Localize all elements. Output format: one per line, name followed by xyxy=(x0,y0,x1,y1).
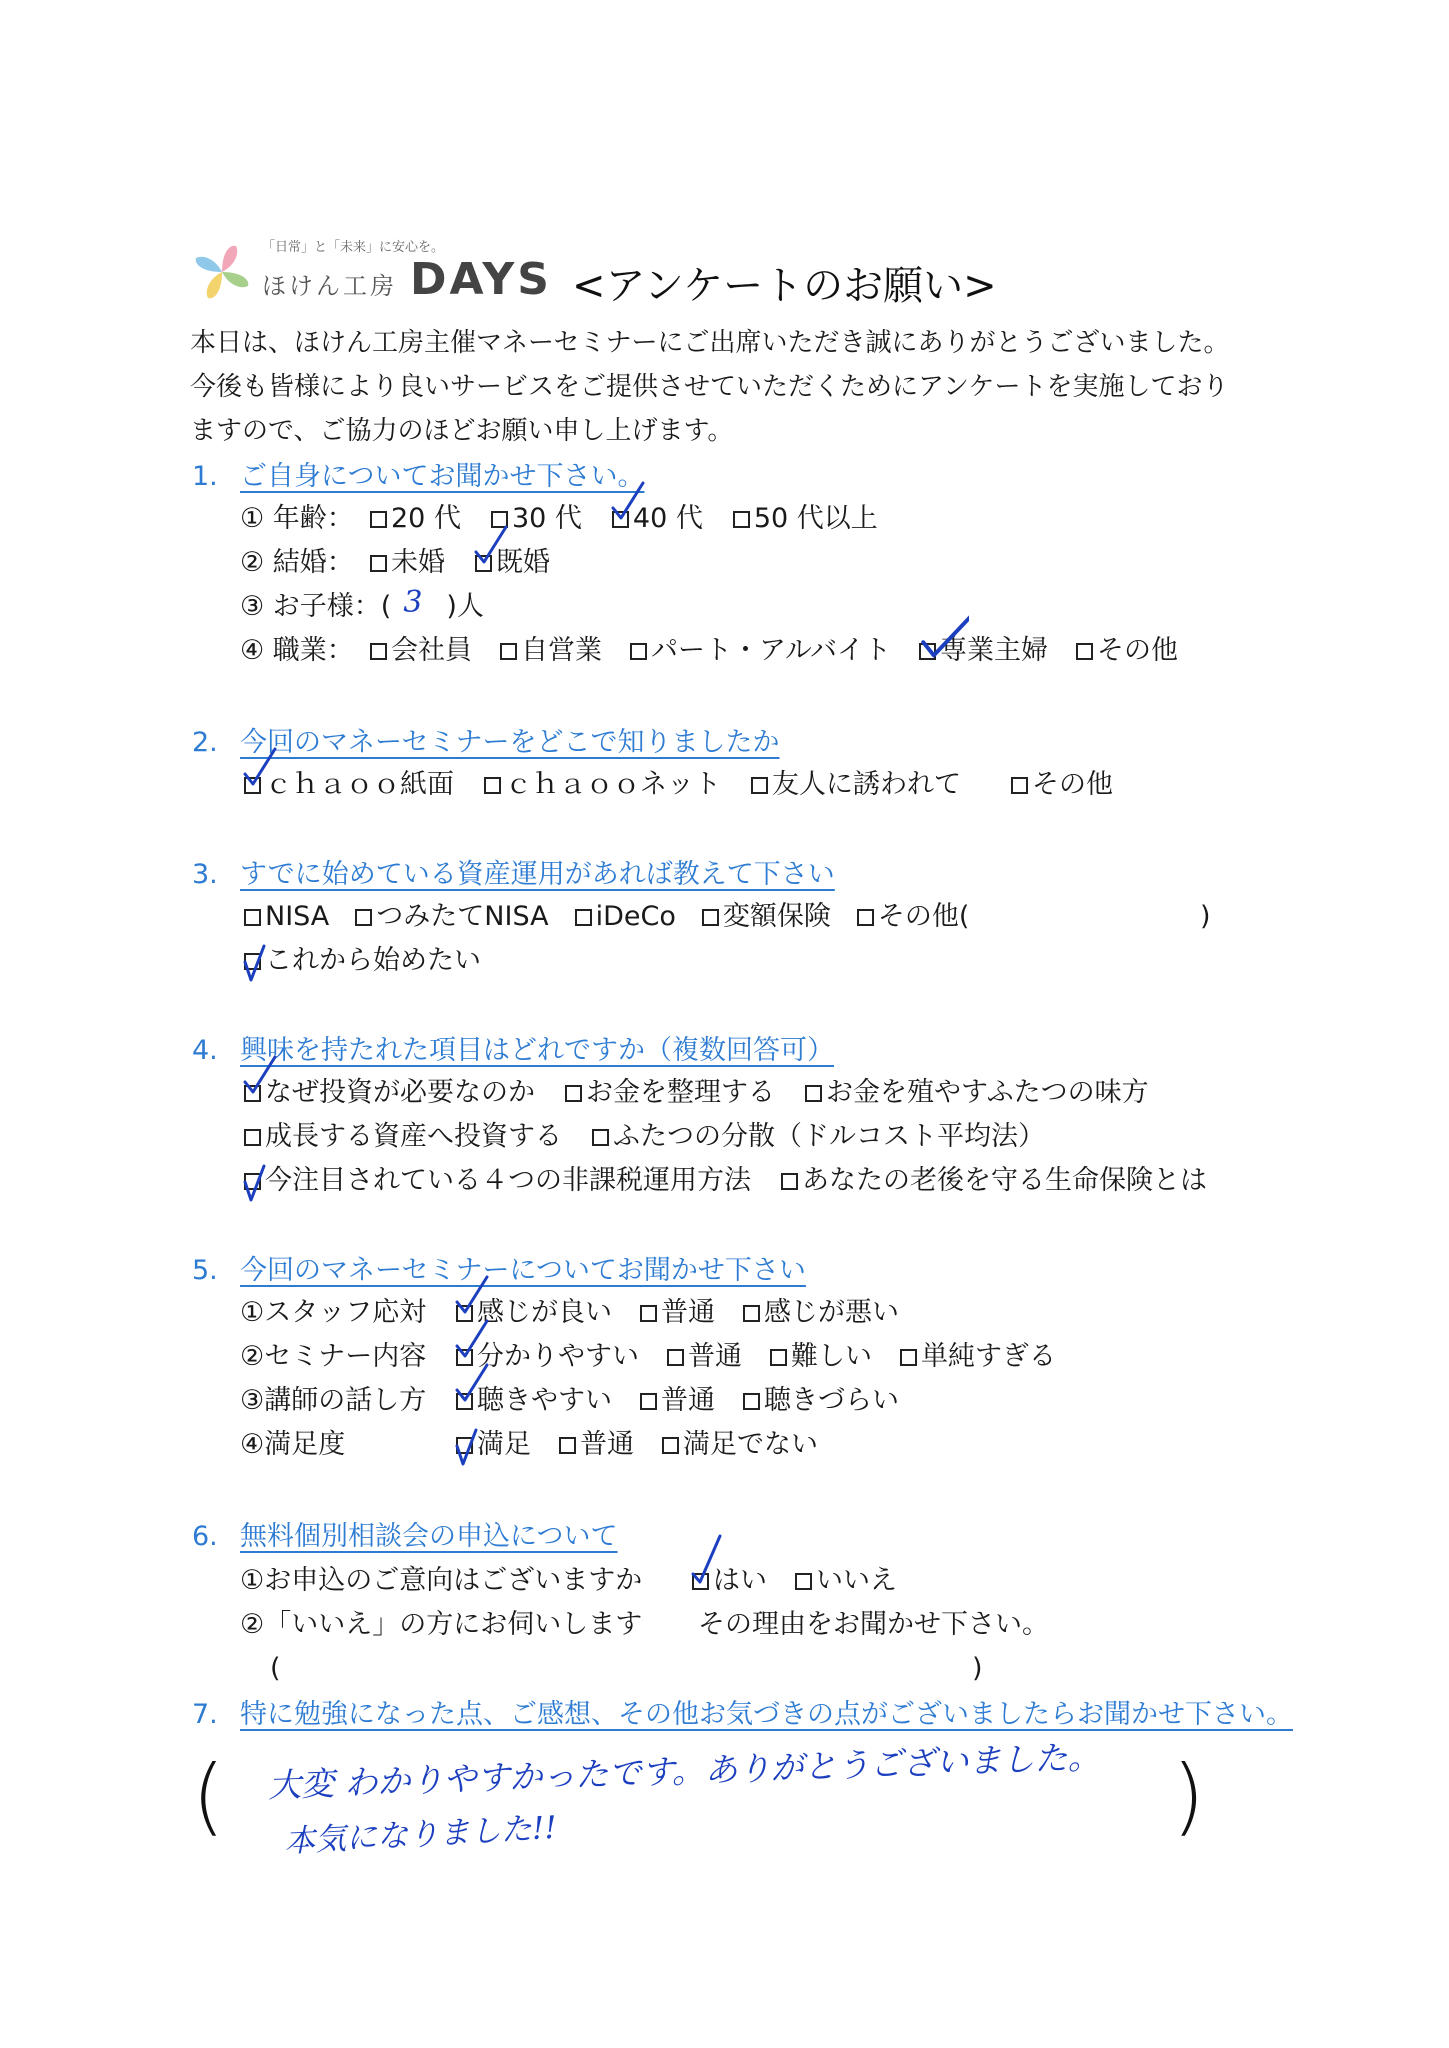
satisfied-label: 満足 xyxy=(477,1429,531,1460)
section-3-heading xyxy=(192,858,835,892)
variable-insurance-checkbox[interactable] xyxy=(702,900,831,934)
speaker-normal-checkbox[interactable] xyxy=(640,1384,715,1418)
checkbox-box xyxy=(612,511,629,528)
rating-row-speaker xyxy=(240,1384,899,1418)
staff-bad-label: 感じが悪い xyxy=(764,1297,899,1328)
checkbox-box xyxy=(244,777,261,794)
section-7-heading xyxy=(192,1698,1293,1732)
source-other-label: その他 xyxy=(1032,769,1113,800)
rating-speaker-label: ③講師の話し方 xyxy=(240,1385,427,1416)
investment-other-close-paren: ) xyxy=(1200,901,1211,932)
section-3-title: すでに始めている資産運用があれば教えて下さい xyxy=(240,859,835,890)
growth-assets-checkbox[interactable] xyxy=(244,1120,562,1154)
section-6-title: 無料個別相談会の申込について xyxy=(240,1521,618,1552)
age-20-label: 20 代 xyxy=(391,503,461,534)
logo-days: DAYS xyxy=(410,254,552,305)
checkbox-box xyxy=(456,1305,473,1322)
checkbox-box xyxy=(370,511,387,528)
start-row xyxy=(244,944,481,978)
job-self-employed-checkbox[interactable] xyxy=(500,634,602,668)
section-5-title: 今回のマネーセミナーについてお聞かせ下さい xyxy=(240,1255,806,1286)
checkbox-box xyxy=(370,643,387,660)
staff-good-label: 感じが良い xyxy=(477,1297,612,1328)
content-clear-checkbox[interactable] xyxy=(456,1340,639,1374)
nisa-checkbox[interactable] xyxy=(244,900,329,934)
checkbox-box xyxy=(456,1393,473,1410)
job-part-time-checkbox[interactable] xyxy=(630,634,891,668)
rating-staff-label: ①スタッフ応対 xyxy=(240,1297,427,1328)
consultation-yes-checkbox[interactable] xyxy=(692,1564,767,1598)
children-row xyxy=(240,585,484,624)
variable-insurance-label: 変額保険 xyxy=(722,901,831,932)
content-normal-label: 普通 xyxy=(688,1341,742,1372)
checkbox-box xyxy=(781,1173,798,1190)
reason-open-paren: ( xyxy=(270,1653,281,1684)
comment-handwritten-line-2: 本気になりました!! xyxy=(283,1809,558,1860)
tsumitate-nisa-checkbox[interactable] xyxy=(355,900,548,934)
children-label: ③ お子様：( xyxy=(240,591,392,622)
speaker-hard-checkbox[interactable] xyxy=(743,1384,899,1418)
satisfied-checkbox[interactable] xyxy=(456,1428,531,1462)
tax-free-methods-checkbox[interactable] xyxy=(244,1164,751,1198)
section-1-heading xyxy=(192,460,644,494)
satisfaction-normal-label: 普通 xyxy=(580,1429,634,1460)
source-row xyxy=(244,768,1113,802)
job-housewife-label: 専業主婦 xyxy=(940,635,1049,666)
job-employee-checkbox[interactable] xyxy=(370,634,472,668)
age-row xyxy=(240,502,878,536)
section-5-number: 5. xyxy=(192,1255,218,1286)
investment-other-checkbox[interactable] xyxy=(857,900,970,934)
job-part-time-label: パート・アルバイト xyxy=(651,635,892,666)
staff-bad-checkbox[interactable] xyxy=(743,1296,899,1330)
diversification-label: ふたつの分散（ドルコスト平均法） xyxy=(613,1121,1045,1152)
speaker-normal-label: 普通 xyxy=(661,1385,715,1416)
tax-free-methods-label: 今注目されている４つの非課税運用方法 xyxy=(265,1165,751,1196)
ideco-label: iDeCo xyxy=(595,901,676,932)
age-50-checkbox[interactable] xyxy=(733,502,878,536)
checkbox-box xyxy=(456,1437,473,1454)
checkbox-box xyxy=(475,555,492,572)
staff-normal-checkbox[interactable] xyxy=(640,1296,715,1330)
checkbox-box xyxy=(743,1305,760,1322)
speaker-easy-label: 聴きやすい xyxy=(477,1385,612,1416)
reason-close-paren: ) xyxy=(972,1653,983,1684)
not-satisfied-label: 満足でない xyxy=(683,1429,818,1460)
checkbox-box xyxy=(640,1305,657,1322)
interest-row-1 xyxy=(244,1076,1149,1110)
source-net-checkbox[interactable] xyxy=(484,768,721,802)
comment-close-paren: ) xyxy=(1172,1747,1205,1845)
checkbox-box xyxy=(244,953,261,970)
section-3-number: 3. xyxy=(192,859,218,890)
consultation-q1-row xyxy=(240,1564,897,1598)
job-label: ④ 職業： xyxy=(240,635,354,666)
comment-handwritten-line-1: 大変 わかりやすかったです。ありがとうございました。 xyxy=(267,1736,1102,1805)
checkbox-box xyxy=(244,1173,261,1190)
checkbox-box xyxy=(1011,777,1028,794)
source-paper-checkbox[interactable] xyxy=(244,768,454,802)
checkbox-box xyxy=(355,909,372,926)
investment-other-label: その他( xyxy=(877,901,970,932)
tsumitate-nisa-label: つみたてNISA xyxy=(376,901,549,932)
rating-row-staff xyxy=(240,1296,899,1330)
page-title: <アンケートのお願い> xyxy=(572,263,997,309)
comment-open-paren: ( xyxy=(192,1747,225,1845)
age-label: ① 年齢： xyxy=(240,503,354,534)
marriage-label: ② 結婚： xyxy=(240,547,354,578)
checkbox-box xyxy=(640,1393,657,1410)
checkbox-box xyxy=(370,555,387,572)
checkbox-box xyxy=(900,1349,917,1366)
growth-assets-label: 成長する資産へ投資する xyxy=(265,1121,562,1152)
grow-money-label: お金を殖やすふたつの味方 xyxy=(826,1077,1149,1108)
checkbox-box xyxy=(692,1573,709,1590)
checkbox-box xyxy=(592,1129,609,1146)
content-too-simple-checkbox[interactable] xyxy=(900,1340,1056,1374)
job-housewife-checkbox[interactable] xyxy=(919,634,1048,668)
source-other-checkbox[interactable] xyxy=(1011,768,1113,802)
section-2-number: 2. xyxy=(192,727,218,758)
children-count-handwritten: 3 xyxy=(403,585,423,620)
consultation-q2-label: ②「いいえ」の方にお伺いします xyxy=(240,1609,643,1640)
age-30-checkbox[interactable] xyxy=(491,502,582,536)
checkbox-box xyxy=(919,643,936,660)
age-50-label: 50 代以上 xyxy=(753,503,878,534)
section-2-title: 今回のマネーセミナーをどこで知りましたか xyxy=(240,727,780,758)
section-7-number: 7. xyxy=(192,1699,218,1730)
source-friend-label: 友人に誘われて xyxy=(772,769,961,800)
consultation-no-checkbox[interactable] xyxy=(795,1564,897,1598)
job-employee-label: 会社員 xyxy=(391,635,472,666)
section-1-number: 1. xyxy=(192,461,218,492)
consultation-no-label: いいえ xyxy=(816,1565,897,1596)
source-paper-label: ｃｈａｏｏ紙面 xyxy=(265,769,454,800)
speaker-easy-checkbox[interactable] xyxy=(456,1384,612,1418)
staff-normal-label: 普通 xyxy=(661,1297,715,1328)
logo-name: ほけん工房 xyxy=(262,272,397,300)
speaker-hard-label: 聴きづらい xyxy=(764,1385,899,1416)
job-other-checkbox[interactable] xyxy=(1076,634,1178,668)
age-20-checkbox[interactable] xyxy=(370,502,461,536)
section-2-heading xyxy=(192,726,779,760)
consultation-q2-hint: その理由をお聞かせ下さい。 xyxy=(698,1609,1049,1640)
married-checkbox[interactable] xyxy=(475,546,550,580)
checkbox-box xyxy=(244,1085,261,1102)
not-satisfied-checkbox[interactable] xyxy=(662,1428,818,1462)
checkbox-box xyxy=(770,1349,787,1366)
investment-row xyxy=(244,900,969,934)
rating-row-satisfaction xyxy=(240,1428,818,1462)
intro-line-3: ますので、ご協力のほどお願い申し上げます。 xyxy=(190,416,734,446)
diversification-checkbox[interactable] xyxy=(592,1120,1045,1154)
intro-line-1: 本日は、ほけん工房主催マネーセミナーにご出席いただき誠にありがとうございました。 xyxy=(190,328,1230,358)
checkbox-box xyxy=(733,511,750,528)
unmarried-label: 未婚 xyxy=(391,547,445,578)
checkbox-box xyxy=(667,1349,684,1366)
checkbox-box xyxy=(484,777,501,794)
content-clear-label: 分かりやすい xyxy=(477,1341,639,1372)
section-4-title: 興味を持たれた項目はどれですか（複数回答可） xyxy=(240,1035,834,1066)
section-6-number: 6. xyxy=(192,1521,218,1552)
checkbox-box xyxy=(630,643,647,660)
life-insurance-checkbox[interactable] xyxy=(781,1164,1207,1198)
checkbox-box xyxy=(743,1393,760,1410)
checkbox-box xyxy=(491,511,508,528)
rating-content-label: ②セミナー内容 xyxy=(240,1341,427,1372)
age-40-checkbox[interactable] xyxy=(612,502,703,536)
grow-money-checkbox[interactable] xyxy=(805,1076,1149,1110)
checkbox-box xyxy=(702,909,719,926)
organize-money-checkbox[interactable] xyxy=(565,1076,775,1110)
consultation-q1-label: ①お申込のご意向はございますか xyxy=(240,1565,643,1596)
why-invest-checkbox[interactable] xyxy=(244,1076,535,1110)
checkbox-box xyxy=(565,1085,582,1102)
rating-satisfaction-label: ④満足度 xyxy=(240,1429,346,1460)
job-other-label: その他 xyxy=(1097,635,1179,666)
section-7-title: 特に勉強になった点、ご感想、その他お気づきの点がございましたらお聞かせ下さい。 xyxy=(240,1699,1293,1730)
checkbox-box xyxy=(795,1573,812,1590)
checkbox-box xyxy=(456,1349,473,1366)
interest-row-2 xyxy=(244,1120,1045,1154)
age-30-label: 30 代 xyxy=(511,503,582,534)
consultation-yes-label: はい xyxy=(713,1565,767,1596)
marriage-row xyxy=(240,546,550,580)
checkbox-box xyxy=(1076,643,1093,660)
interest-row-3 xyxy=(244,1164,1207,1198)
staff-good-checkbox[interactable] xyxy=(456,1296,612,1330)
section-4-heading xyxy=(192,1034,834,1068)
checkbox-box xyxy=(751,777,768,794)
content-normal-checkbox[interactable] xyxy=(667,1340,742,1374)
intro-line-2: 今後も皆様により良いサービスをご提供させていただくためにアンケートを実施しており xyxy=(190,372,1229,402)
job-self-employed-label: 自営業 xyxy=(521,635,602,666)
section-6-heading xyxy=(192,1520,617,1554)
checkbox-box xyxy=(575,909,592,926)
life-insurance-label: あなたの老後を守る生命保険とは xyxy=(802,1165,1207,1196)
checkbox-box xyxy=(244,1129,261,1146)
logo-tagline: 「日常」と「未来」に安心を。 xyxy=(262,240,445,255)
section-4-number: 4. xyxy=(192,1035,218,1066)
start-from-now-label: これから始めたい xyxy=(265,945,481,976)
satisfaction-normal-checkbox[interactable] xyxy=(559,1428,634,1462)
organize-money-label: お金を整理する xyxy=(586,1077,775,1108)
why-invest-label: なぜ投資が必要なのか xyxy=(265,1077,535,1108)
consultation-q2-row xyxy=(240,1608,1049,1642)
age-40-label: 40 代 xyxy=(632,503,703,534)
unmarried-checkbox[interactable] xyxy=(370,546,445,580)
content-difficult-checkbox[interactable] xyxy=(770,1340,872,1374)
ideco-checkbox[interactable] xyxy=(575,900,676,934)
section-5-heading xyxy=(192,1254,806,1288)
logo xyxy=(190,236,550,316)
children-suffix: )人 xyxy=(446,591,484,622)
checkbox-box xyxy=(500,643,517,660)
content-too-simple-label: 単純すぎる xyxy=(921,1341,1056,1372)
checkbox-box xyxy=(857,909,874,926)
pinwheel-logo-icon xyxy=(190,240,254,304)
checkbox-box xyxy=(662,1437,679,1454)
start-from-now-checkbox[interactable] xyxy=(244,944,481,978)
rating-row-content xyxy=(240,1340,1056,1374)
source-net-label: ｃｈａｏｏネット xyxy=(505,769,721,800)
checkbox-box xyxy=(559,1437,576,1454)
checkbox-box xyxy=(805,1085,822,1102)
nisa-label: NISA xyxy=(265,901,330,932)
source-friend-checkbox[interactable] xyxy=(751,768,961,802)
section-1-title: ご自身についてお聞かせ下さい。 xyxy=(240,461,645,492)
job-row xyxy=(240,634,1178,668)
content-difficult-label: 難しい xyxy=(791,1341,872,1372)
married-label: 既婚 xyxy=(496,547,550,578)
checkbox-box xyxy=(244,909,261,926)
